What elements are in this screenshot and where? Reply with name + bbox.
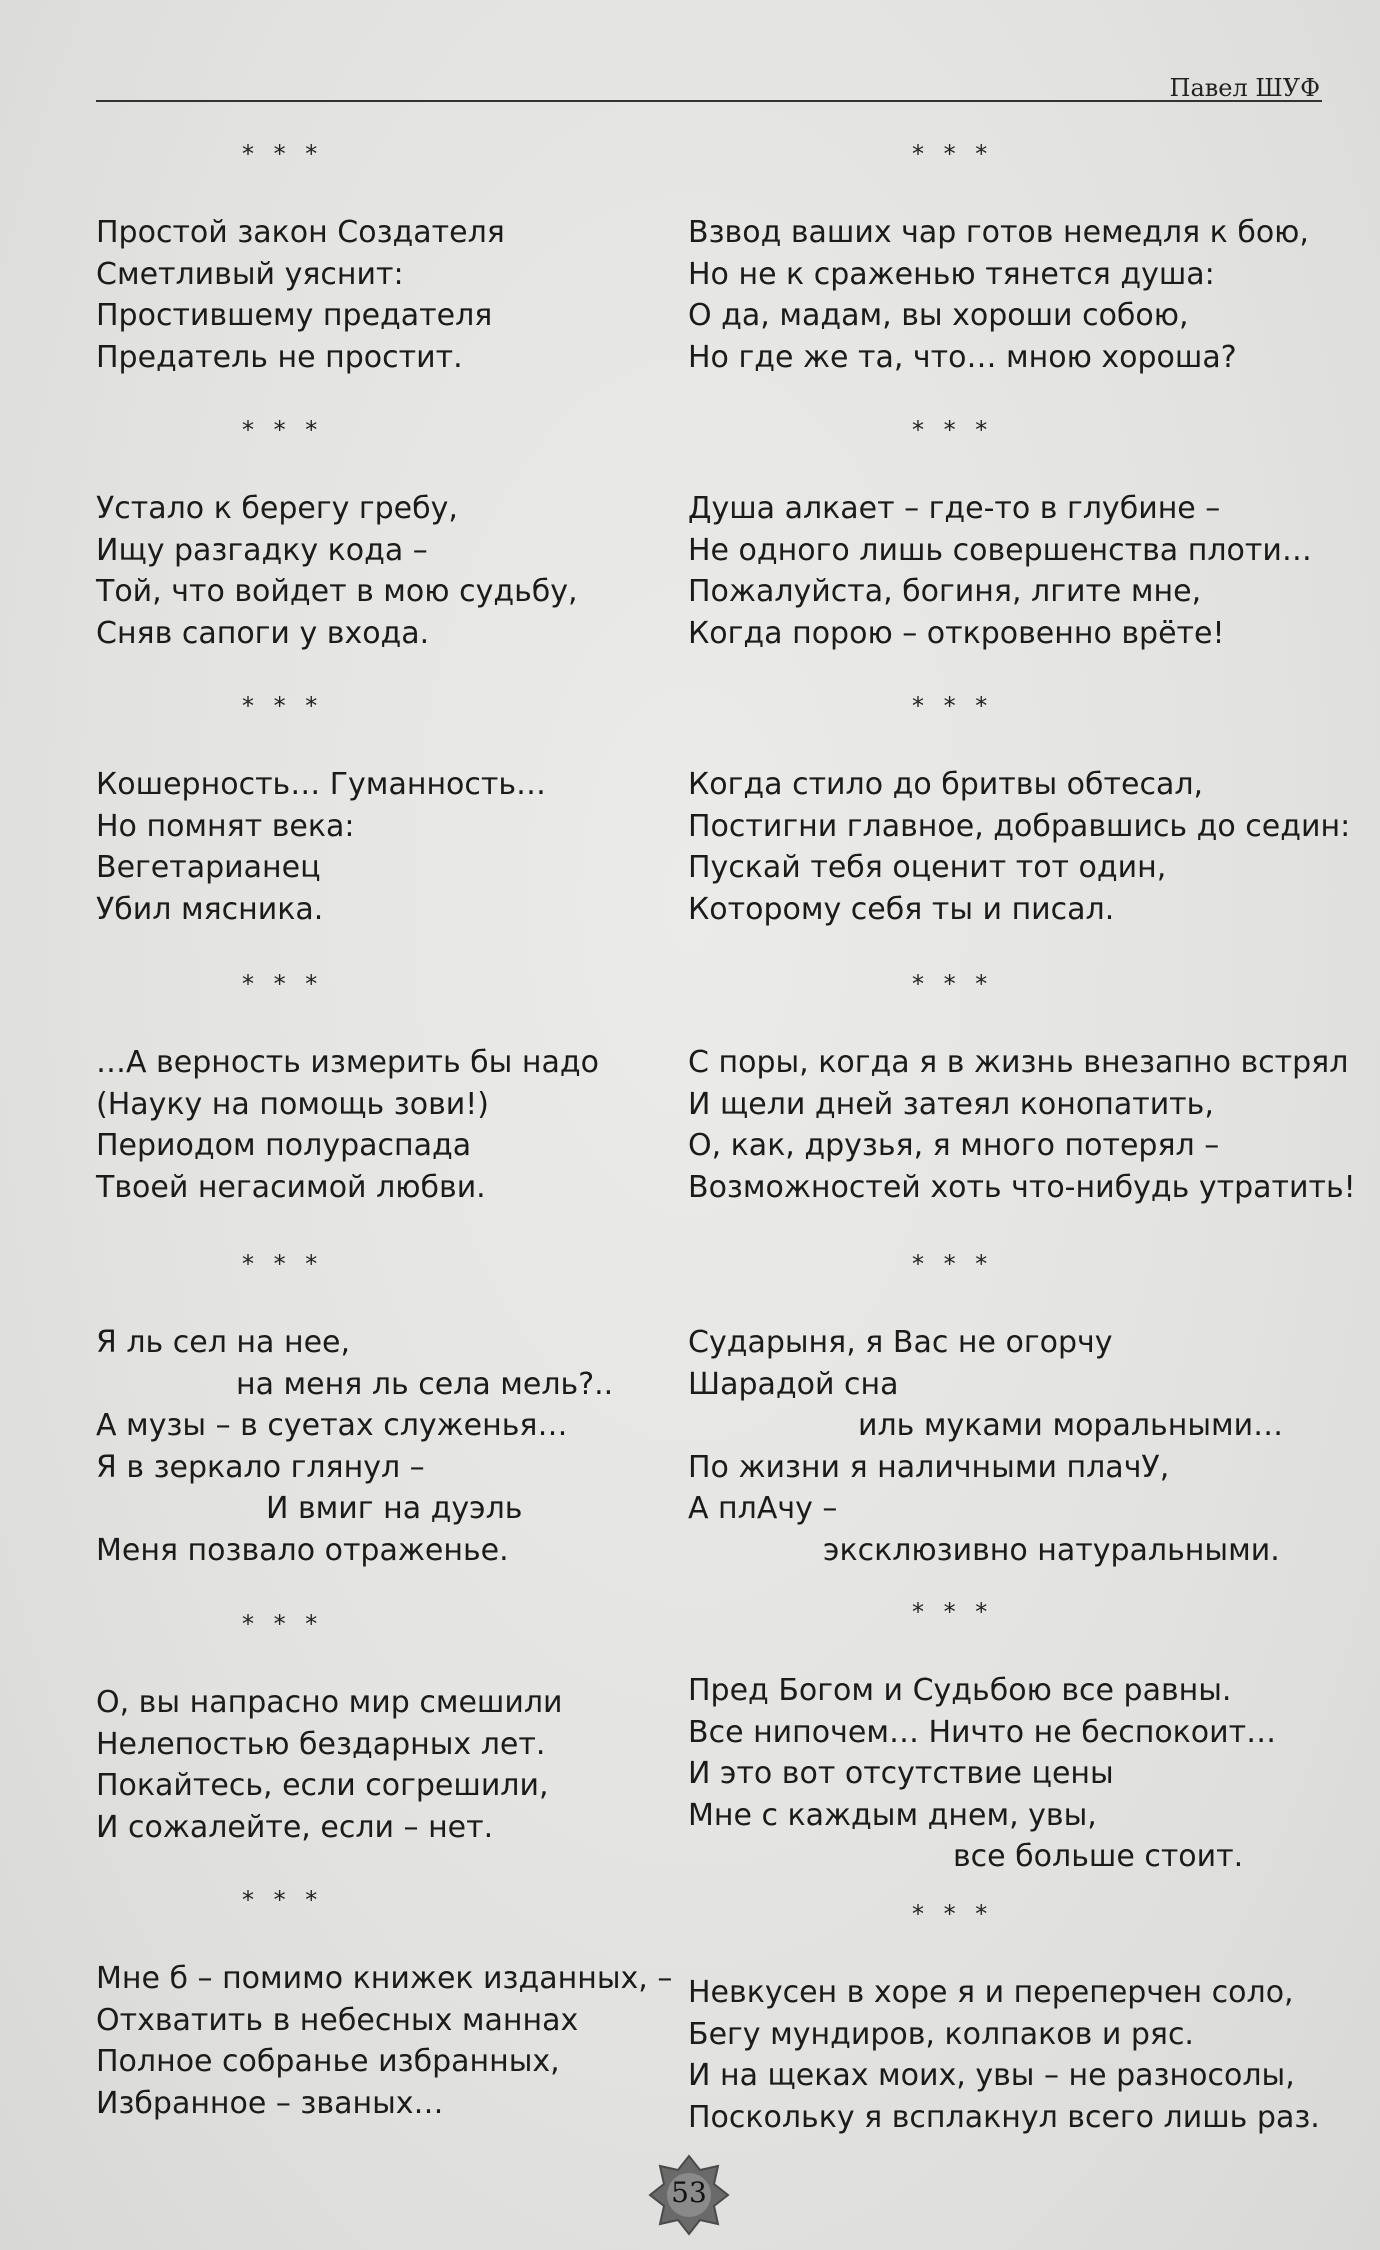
poem-line: Сударыня, я Вас не огорчу: [688, 1325, 1113, 1360]
poem-separator: * * *: [912, 970, 994, 998]
poem-line: иль муками моральными…: [858, 1408, 1284, 1443]
poem-line: Взвод ваших чар готов немедля к бою,: [688, 215, 1309, 250]
poem-line: Простившему предателя: [96, 298, 493, 333]
poem-line: Пред Богом и Судьбою все равны.: [688, 1673, 1232, 1708]
running-header-author: Павел ШУФ: [1169, 74, 1320, 102]
poem-line: Сняв сапоги у входа.: [96, 615, 430, 651]
poem-separator: * * *: [912, 1598, 994, 1626]
poem-line: на меня ль села мель?..: [236, 1366, 614, 1402]
poem-line: С поры, когда я в жизнь внезапно встрял: [688, 1045, 1349, 1080]
poem-line: Той, что войдет в мою судьбу,: [96, 574, 578, 609]
poem-line: Когда порою – откровенно врёте!: [688, 615, 1225, 651]
poem-line: И вмиг на дуэль: [266, 1491, 523, 1526]
poem-line: Периодом полураспада: [96, 1128, 472, 1163]
poem-line: Когда стило до бритвы обтесал,: [688, 767, 1204, 802]
poem-separator: * * *: [242, 1886, 324, 1914]
poem-line: Кошерность… Гуманность…: [96, 767, 547, 802]
poem-separator: * * *: [242, 1250, 324, 1278]
poem-line: Возможностей хоть что-нибудь утратить!: [688, 1169, 1356, 1205]
poem-line: И это вот отсутствие цены: [688, 1756, 1114, 1791]
poem-separator: * * *: [242, 692, 324, 720]
poem-line: Твоей негасимой любви.: [96, 1169, 486, 1205]
poem-line: Отхватить в небесных маннах: [96, 2002, 579, 2038]
poem-line: Поскольку я всплакнул всего лишь раз.: [688, 2099, 1320, 2135]
poem-line: По жизни я наличными плачУ,: [688, 1449, 1170, 1485]
poem-separator: * * *: [912, 692, 994, 720]
poem-line: Меня позвало отраженье.: [96, 1532, 509, 1568]
poem-line: Мне б – помимо книжек изданных, –: [96, 1961, 673, 1996]
poem-line: Невкусен в хоре я и переперчен соло,: [688, 1975, 1294, 2010]
poem-line: …А верность измерить бы надо: [96, 1045, 599, 1080]
header-rule: [96, 100, 1322, 102]
poem-line: О, вы напрасно мир смешили: [96, 1685, 563, 1720]
poem-line: Пускай тебя оценит тот один,: [688, 850, 1167, 885]
poem-line: А музы – в суетах служенья…: [96, 1408, 568, 1443]
poem-line: Шарадой сна: [688, 1366, 899, 1402]
poem-separator: * * *: [912, 1900, 994, 1928]
poem-line: И сожалейте, если – нет.: [96, 1809, 494, 1845]
poem-separator: * * *: [242, 140, 324, 168]
poem-line: О да, мадам, вы хороши собою,: [688, 298, 1189, 333]
poem-line: И щели дней затеял конопатить,: [688, 1086, 1214, 1122]
poem-line: Но помнят века:: [96, 808, 355, 844]
poem-line: Ищу разгадку кода –: [96, 532, 428, 568]
poem-line: (Науку на помощь зови!): [96, 1086, 489, 1122]
poem-line: Я ль сел на нее,: [96, 1325, 351, 1360]
poem-line: Но не к сраженью тянется душа:: [688, 256, 1215, 292]
poem-line: Сметливый уяснит:: [96, 256, 404, 292]
poem-line: Простой закон Создателя: [96, 215, 505, 250]
poem-line: Не одного лишь совершенства плоти…: [688, 532, 1312, 568]
poem-line: Которому себя ты и писал.: [688, 891, 1115, 927]
poem-line: Нелепостью бездарных лет.: [96, 1726, 546, 1762]
poem-line: Я в зеркало глянул –: [96, 1449, 425, 1485]
poem-separator: * * *: [912, 1250, 994, 1278]
poem-line: Бегу мундиров, колпаков и ряс.: [688, 2016, 1194, 2052]
poem-line: Но где же та, что… мною хороша?: [688, 339, 1237, 375]
poem-separator: * * *: [242, 970, 324, 998]
page-number-badge: [648, 2154, 730, 2236]
poem-line: И на щеках моих, увы – не разносолы,: [688, 2058, 1295, 2093]
poem-line: Устало к берегу гребу,: [96, 491, 458, 526]
poem-line: Душа алкает – где-то в глубине –: [688, 491, 1221, 526]
poem-line: Убил мясника.: [96, 891, 324, 927]
poem-line: Покайтесь, если согрешили,: [96, 1768, 549, 1803]
poem-line: Избранное – званых…: [96, 2085, 444, 2121]
poem-line: Постигни главное, добравшись до седин:: [688, 808, 1351, 844]
poem-line: Полное собранье избранных,: [96, 2044, 560, 2079]
poem-line: А плАчу –: [688, 1491, 838, 1526]
poem-line: эксклюзивно натуральными.: [823, 1532, 1280, 1568]
poem-line: все больше стоит.: [953, 1839, 1244, 1874]
poem-line: Пожалуйста, богиня, лгите мне,: [688, 574, 1202, 609]
poem-separator: * * *: [242, 416, 324, 444]
poem-line: Вегетарианец: [96, 850, 321, 885]
poem-separator: * * *: [912, 416, 994, 444]
poem-line: Все нипочем… Ничто не беспокоит…: [688, 1714, 1277, 1750]
poem-separator: * * *: [912, 140, 994, 168]
poem-line: Мне с каждым днем, увы,: [688, 1797, 1097, 1833]
poem-separator: * * *: [242, 1610, 324, 1638]
poem-line: О, как, друзья, я много потерял –: [688, 1128, 1220, 1163]
poem-line: Предатель не простит.: [96, 339, 463, 375]
page-number: 53: [671, 2176, 707, 2209]
